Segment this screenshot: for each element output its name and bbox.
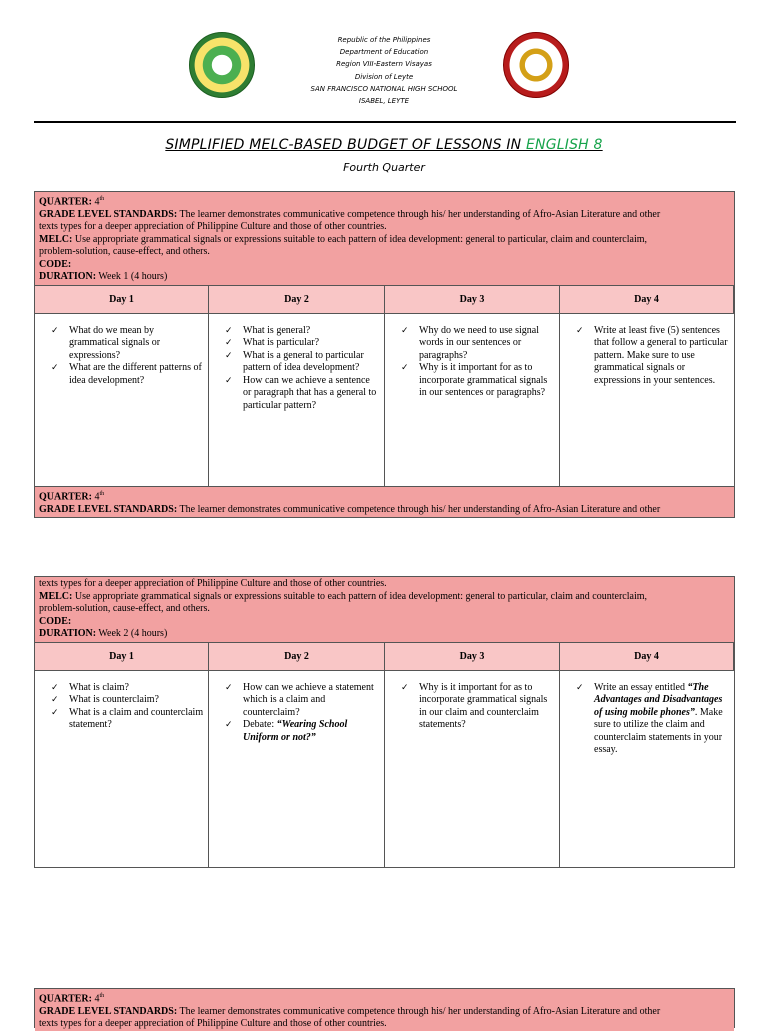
day-header: Day 2 bbox=[209, 643, 385, 671]
day1-cell bbox=[35, 314, 209, 486]
day1-cell bbox=[35, 671, 209, 867]
day-header: Day 4 bbox=[560, 286, 734, 314]
list-item: ✓ How can we achieve a statement which is a claim and counterclaim? bbox=[221, 682, 380, 720]
day-header: Day 3 bbox=[385, 643, 560, 671]
day2-cell bbox=[209, 671, 385, 867]
list-item: ✓ How can we achieve a sentence or paragraph that has a general to particular pattern? bbox=[221, 375, 380, 413]
section-header: QUARTER: 4th GRADE LEVEL STANDARDS: The learner demonstrates communicative competence through his/ her understanding of Afro-Asian Literature and other texts types for a deeper appreciation of Philippine Culture and those of other countries. bbox=[35, 989, 734, 1031]
school-seal-logo bbox=[503, 32, 569, 98]
header-line: ISABEL, LEYTE bbox=[358, 97, 410, 106]
list-item: ✓ What is a claim and counterclaim statement? bbox=[47, 707, 204, 732]
lesson-section-week2 bbox=[34, 576, 735, 868]
document-title: SIMPLIFIED MELC-BASED BUDGET OF LESSONS IN ENGLISH 8 bbox=[165, 137, 603, 153]
list-item: ✓ Why is it important for as to incorporate grammatical signals in our claim and counterclaim statements? bbox=[397, 682, 555, 732]
header-line: SAN FRANCISCO NATIONAL HIGH SCHOOL bbox=[310, 84, 458, 93]
header-line: Department of Education bbox=[339, 48, 429, 57]
header-line: Division of Leyte bbox=[354, 72, 414, 81]
header-line: Republic of the Philippines bbox=[337, 36, 431, 44]
day3-cell bbox=[385, 314, 560, 486]
day-header: Day 2 bbox=[209, 286, 385, 314]
section-header: texts types for a deeper appreciation of Philippine Culture and those of other countries. MELC: Use appropriate grammatical signals or expressions suitable to each pattern of idea development: general to particular, claim and counterclaim, problem-solution, cause-effect, and others. CODE: DURATION: Week 2 (4 hours) bbox=[35, 577, 734, 642]
section-header: QUARTER: 4th GRADE LEVEL STANDARDS: The learner demonstrates communicative competence through his/ her understanding of Afro-Asian Literature and other texts types for a deeper appreciation of Philippine Culture and those of other countries. MELC: Use appropriate grammatical signals or expressions suitable to each pattern of idea development: general to particular, claim and counterclaim, problem-solution, cause-effect, and others. CODE: DURATION: Week 1 (4 hours) bbox=[35, 192, 734, 285]
header-divider bbox=[34, 121, 736, 123]
list-item: ✓ What is counterclaim? bbox=[47, 694, 204, 707]
subject-name: ENGLISH 8 bbox=[526, 137, 603, 153]
day-header: Day 1 bbox=[35, 643, 209, 671]
list-item: ✓ Why is it important for as to incorporate grammatical signals in our sentences or paragraphs? bbox=[397, 362, 555, 400]
day3-cell bbox=[385, 671, 560, 867]
list-item: ✓ Debate: “Wearing School Uniform or not?” bbox=[221, 719, 380, 744]
day-header: Day 4 bbox=[560, 643, 734, 671]
day-header: Day 1 bbox=[35, 286, 209, 314]
school-header bbox=[234, 34, 534, 107]
list-item: ✓ What are the different patterns of idea development? bbox=[47, 362, 204, 387]
list-item: ✓ What is general? bbox=[221, 325, 380, 338]
list-item: ✓ What is particular? bbox=[221, 337, 380, 350]
list-item: ✓ What is a general to particular pattern of idea development? bbox=[221, 350, 380, 375]
lesson-section-week1 bbox=[34, 191, 735, 518]
day-grid bbox=[35, 642, 734, 867]
list-item: ✓ What is claim? bbox=[47, 682, 204, 695]
day-header: Day 3 bbox=[385, 286, 560, 314]
list-item: ✓ Write at least five (5) sentences that follow a general to particular pattern. Make sure to use grammatical signals or expressions in your sentences. bbox=[572, 325, 730, 388]
day2-cell bbox=[209, 314, 385, 486]
header-line: Region VIII-Eastern Visayas bbox=[336, 60, 432, 69]
day-grid bbox=[35, 285, 734, 486]
quarter-subtitle: Fourth Quarter bbox=[343, 161, 425, 174]
day4-cell bbox=[560, 314, 734, 486]
day4-cell bbox=[560, 671, 734, 867]
lesson-section-week3 bbox=[34, 988, 735, 1028]
list-item: ✓ Write an essay entitled “The Advantages and Disadvantages of using mobile phones”. Make sure to utilize the claim and counterclaim statements in your essay. bbox=[572, 682, 730, 757]
list-item: ✓ Why do we need to use signal words in our sentences or paragraphs? bbox=[397, 325, 555, 363]
section-header-continued: QUARTER: 4th GRADE LEVEL STANDARDS: The learner demonstrates communicative competence through his/ her understanding of Afro-Asian Literature and other bbox=[35, 486, 734, 517]
list-item: ✓ What do we mean by grammatical signals or expressions? bbox=[47, 325, 204, 363]
